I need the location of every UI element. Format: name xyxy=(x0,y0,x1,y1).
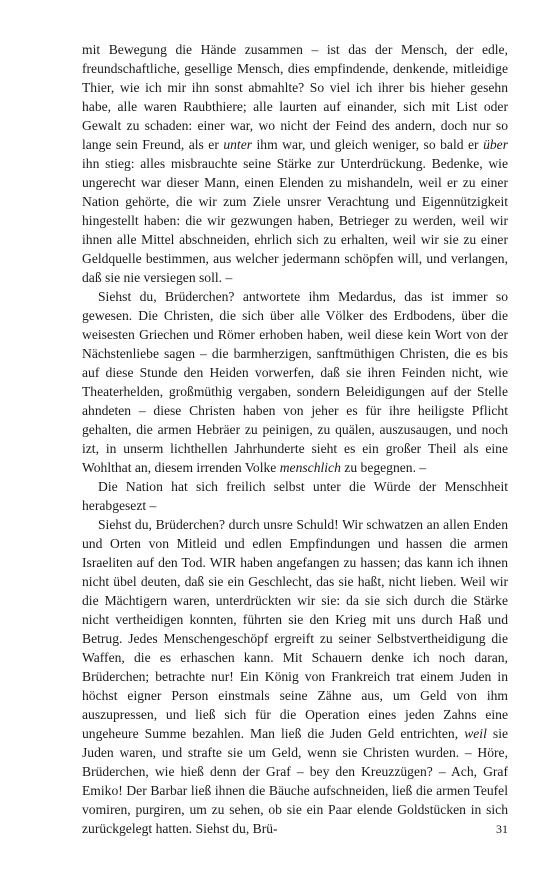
paragraph xyxy=(82,287,508,477)
emphasis-text: unter xyxy=(223,137,253,152)
text-run: sie Juden waren, und strafte sie um Geld, wenn sie Christen wurden. – Höre, Brüderchen, wie hieß denn der Graf – bey den Kreuzzügen? – Ach, Graf Emiko! Der Barbar ließ ihnen die Bäuche aufschneiden, ließ die armen Teufel vomiren, purgiren, um zu sehen, ob sie ein Paar elende Goldstücken in sich zurückgelegt hatten. Siehst du, Brü- xyxy=(82,726,509,836)
text-run: ihm war, und gleich weniger, so bald er xyxy=(252,137,484,152)
emphasis-text: weil xyxy=(464,726,487,741)
paragraph xyxy=(82,515,508,838)
paragraph xyxy=(82,40,508,287)
paragraph xyxy=(82,477,508,515)
text-run: zu begegnen. – xyxy=(340,460,427,475)
text-run: Die Nation hat sich freilich selbst unter die Würde der Menschheit herabgesezt – xyxy=(82,479,508,513)
page-body xyxy=(82,40,508,838)
emphasis-text: menschlich xyxy=(279,460,341,475)
text-run: Siehst du, Brüderchen? durch unsre Schuld! Wir schwatzen an allen Enden und Orten von Mitleid und edlen Empfindungen und hassen die armen Israeliten auf den Tod. WIR haben angefangen zu hassen; das kann ich ihnen nicht übel deuten, daß sie ein Geschlecht, das sie haßt, nicht lieben. Weil wir die Mächtigern waren, unterdrückten wir sie: da sie sich durch die Stärke nicht vertheidigen konnten, führten sie den Krieg mit uns durch Haß und Betrug. Jedes Menschengeschöpf ergreift zu seiner Selbstvertheidigung die Waffen, die es erhaschen kann. Mit Schauern denke ich noch daran, Brüderchen; betrachte nur! Ein König von Frankreich trat einem Juden in höchst eigner Person einstmals seine Zähne aus, um Geld von ihm auszupressen, und ließ sich für die Operation eines jeden Zahns eine ungeheure Summe bezahlen. Man ließ die Juden Geld entrichten, xyxy=(82,517,508,741)
emphasis-text: über xyxy=(483,137,508,152)
text-run: ihn stieg: alles misbrauchte seine Stärke zur Unterdrückung. Bedenke, wie ungerecht war dieser Mann, einen Elenden zu mishandeln, weil er zu einer Nation gehörte, die wir zum Ziele unsrer Verachtung und Eigennützigkeit hingestellt haben: die wir gezwungen haben, Betrieger zu werden, weil wir ihnen alle Mittel abschneiden, ehrlich sich zu erhalten, weil wir sie zu einer Geldquelle bestimmen, aus welcher jedermann schöpfen will, und verlangen, daß sie nie versiegen soll. – xyxy=(82,156,508,285)
text-run: mit Bewegung die Hände zusammen – ist das der Mensch, der edle, freundschaftliche, gesellige Mensch, dies empfindende, denkende, mitleidige Thier, wie ich mir ihn sonst abmahlte? So viel ich ihrer bis hieher gesehn habe, alle waren Raubthiere; alle laurten auf einander, sich mit List oder Gewalt zu schaden: einer war, wo nicht der Feind des andern, doch nur so lange sein Freund, als er xyxy=(82,42,508,152)
page-number: 31 xyxy=(496,822,508,836)
text-run: Siehst du, Brüderchen? antwortete ihm Medardus, das ist immer so gewesen. Die Christen, die sich über alle Völker des Erdbodens, über die weisesten Griechen und Römer erhoben haben, weil diese kein Wort von der Nächstenliebe sagen – die barmherzigen, sanftmüthigen Christen, die es bis auf diese Stunde den Heiden vorwerfen, daß sie ihren Feinden nicht, wie Theaterhelden, großmüthig vergaben, sondern Beleidigungen auf der Stelle ahndeten – diese Christen haben von jeher es für ihre heiligste Pflicht gehalten, die armen Hebräer zu peinigen, zu quälen, auszusaugen, und noch izt, in unserm lichthellen Jahrhunderte sieht es ein großer Theil als eine Wohlthat an, diesem irrenden Volke xyxy=(82,289,508,475)
